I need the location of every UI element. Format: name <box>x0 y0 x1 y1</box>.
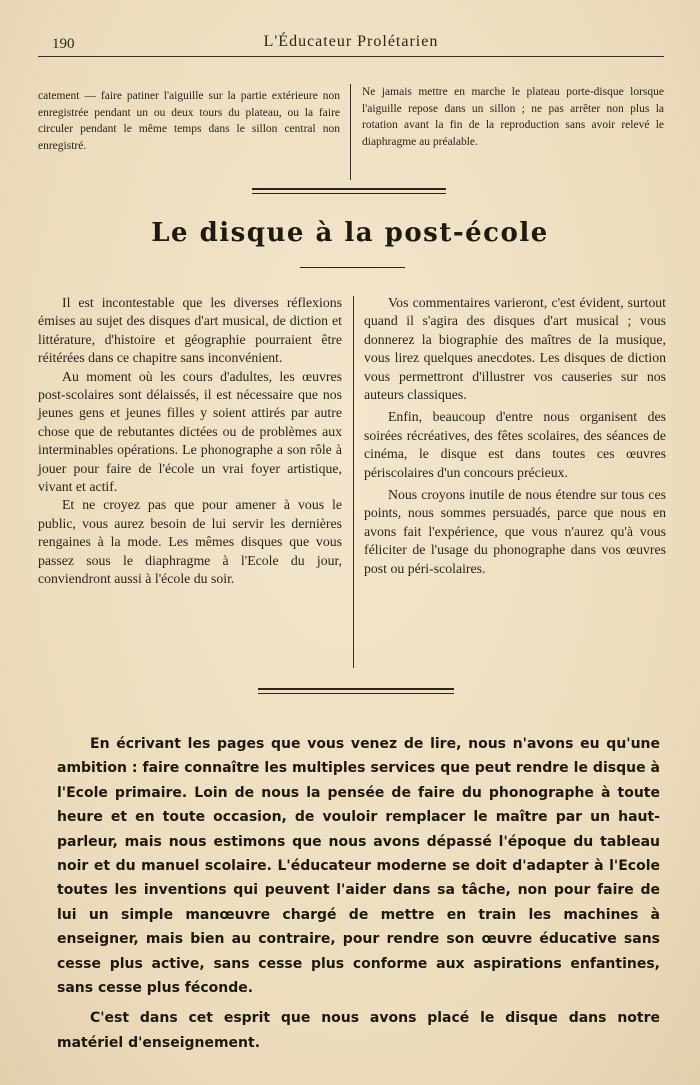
top-right-paragraph: Ne jamais mettre en marche le plateau porte-disque lorsque l'aiguille repose dans un sillon ; ne pas arrêter non plus la rotation avant la fin de la reproduction sans avoir relevé le diaphragme au préalable. <box>362 86 664 148</box>
article-title: Le disque à la post-école <box>151 218 549 248</box>
running-title: L'Éducateur Prolétarien <box>263 33 439 50</box>
article-paragraph: Enfin, beaucoup d'entre nous organisent des soirées récréatives, des fêtes scolaires, des séances de cinéma, le disque est dans toutes ces œuvres périscolaires d'un concours précieux. <box>364 409 666 480</box>
top-left-paragraph: catement — faire patiner l'aiguille sur la partie extérieure non enregistrée pendant un ou deux tours du plateau, ou la faire circuler pendant le même temps dans le sillon central non enregistré. <box>38 90 340 152</box>
top-left-column <box>38 88 340 154</box>
title-underline <box>300 267 405 268</box>
conclusion-block <box>57 732 660 1061</box>
article-paragraph: Il est incontestable que les diverses réflexions émises au sujet des disques d'art musical, de diction et littérature, d'histoire et géographie pourraient être réitérées dans ce chapitre sans inconvénient. <box>38 295 342 366</box>
article-paragraph: Vos commentaires varieront, c'est évident, surtout quand il s'agira des disques d'art musical ; vous donnerez la biographie des maîtres de la musique, vous lirez quelques anecdotes. Les disques de diction vous permettront d'illustrer vos causeries sur nos auteurs classiques. <box>364 295 666 403</box>
conclusion-paragraph: C'est dans cet esprit que nous avons placé le disque dans notre matériel d'enseignement. <box>57 1010 660 1051</box>
page-header <box>38 28 664 57</box>
page-number: 190 <box>52 36 75 52</box>
conclusion-paragraph: En écrivant les pages que vous venez de lire, nous n'avons eu qu'une ambition : faire connaître les multiples services que peut rendre le disque à l'Ecole primaire. Loin de nous la pensée de faire du phonographe à toute heure et en toute occasion, de vouloir remplacer le maître par un haut-parleur, mais nous estimons que nous avons dépassé l'époque du tableau noir et du manuel scolaire. L'éducateur moderne se doit d'adapter à l'Ecole toutes les inventions qui peuvent l'aider dans sa tâche, non pour faire de lui un simple manœuvre chargé de mettre en train les machines à enseigner, mais bien au contraire, pour rendre son œuvre éducative sans cesse plus active, sans cesse plus conforme aux aspirations enfantines, sans cesse plus féconde. <box>57 736 660 997</box>
section-divider-bottom <box>258 688 454 694</box>
top-column-divider <box>350 84 351 180</box>
article-paragraph: Au moment où les cours d'adultes, les œuvres post-scolaires sont délaissés, il est nécessaire que nos jeunes gens et jeunes filles y soient attirés par autre chose que de rebutantes dictées ou de problèmes aux interminables opérations. Le phonographe a son rôle à jouer pour faire de l'école un vrai foyer artistique, vivant et actif. <box>38 368 342 495</box>
article-left-column <box>38 294 342 589</box>
article-paragraph: Et ne croyez pas que pour amener à vous le public, vous aurez besoin de lui servir les dernières rengaines à la mode. Les mêmes disques que vous passez sous le diaphragme à l'Ecole du jour, conviendront aussi à l'école du soir. <box>38 497 342 587</box>
article-column-divider <box>353 296 354 668</box>
article-right-column <box>364 294 666 578</box>
article-paragraph: Nous croyons inutile de nous étendre sur tous ces points, nous sommes persuadés, parce que nous en avons fait l'expérience, que vous n'aurez qu'à vous féliciter de l'usage du phonographe dans vos œuvres post ou péri-scolaires. <box>364 487 666 576</box>
top-right-column <box>362 84 664 150</box>
section-divider-top <box>252 188 446 194</box>
